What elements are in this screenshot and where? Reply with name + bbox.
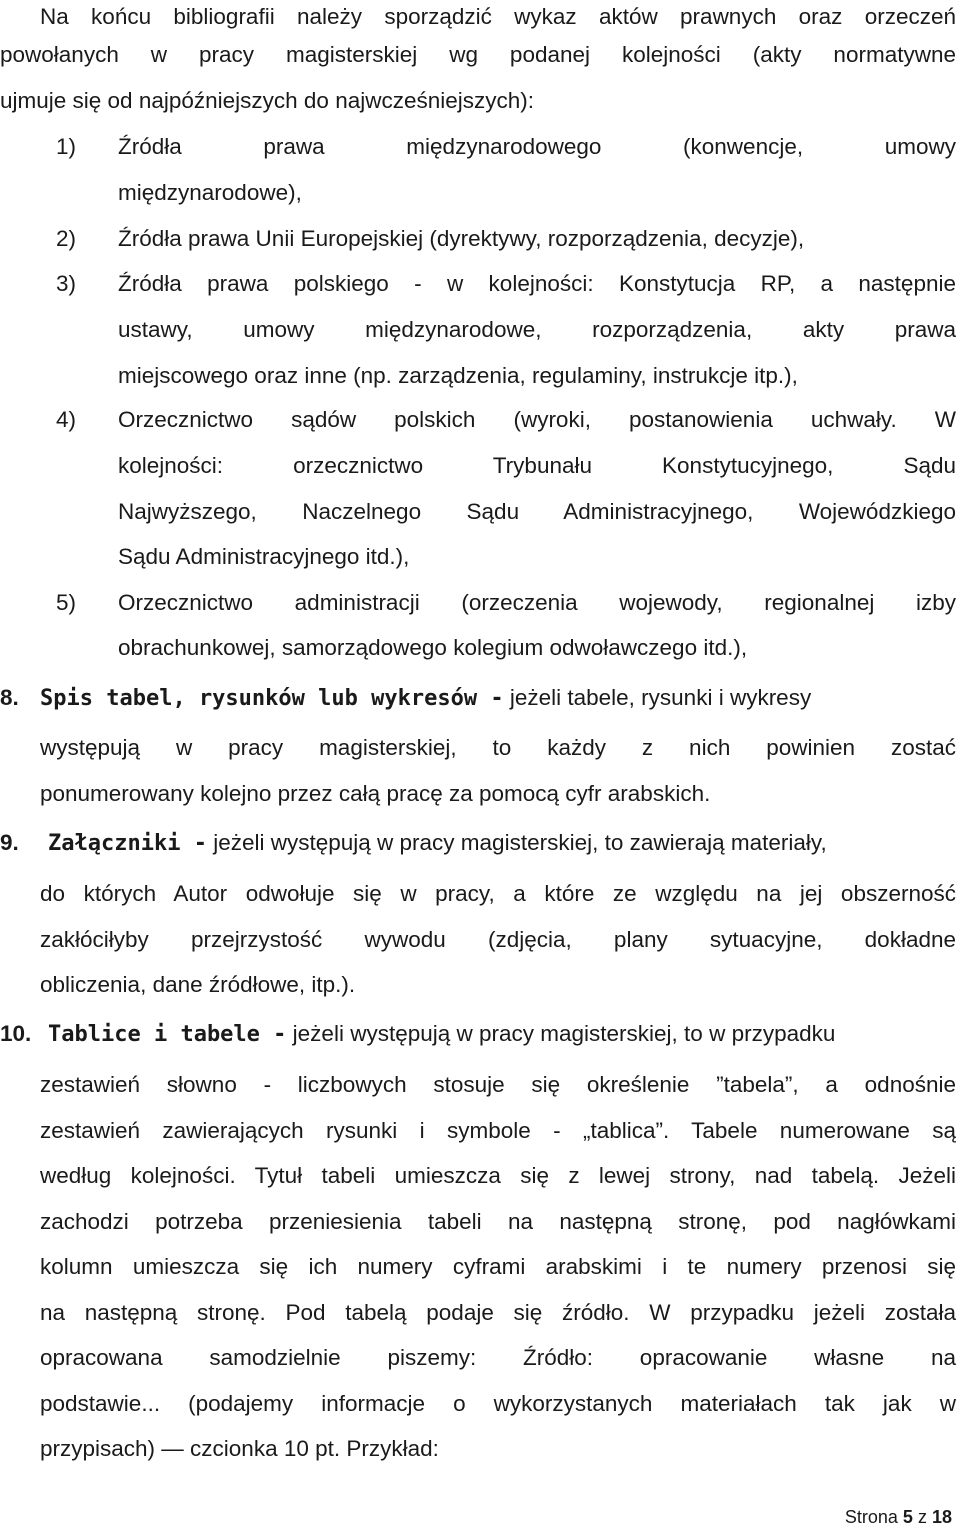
section-9-title: Załączniki -: [48, 831, 207, 856]
section-9-number: 9.: [0, 830, 19, 855]
section-10-line-7: opracowana samodzielnie piszemy: Źródło: opracowanie własne na: [40, 1345, 956, 1370]
section-8-line-1: występują w pracy magisterskiej, to każdy z nich powinien zostać: [40, 735, 956, 760]
footer-page-number: 5: [902, 1507, 913, 1527]
list-item-3-line-1: Źródła prawa polskiego - w kolejności: Konstytucja RP, a następnie: [118, 271, 956, 296]
list-item-4-line-2: kolejności: orzecznictwo Trybunału Konstytucyjnego, Sądu: [118, 453, 956, 478]
section-9-first-text: jeżeli występują w pracy magisterskiej, to zawierają materiały,: [206, 830, 827, 855]
section-10-line-2: zestawień zawierających rysunki i symbole - „tablica”. Tabele numerowane są: [40, 1118, 956, 1143]
intro-line-2: powołanych w pracy magisterskiej wg podanej kolejności (akty normatywne: [0, 42, 956, 67]
section-10-line-3: według kolejności. Tytuł tabeli umieszcza się z lewej strony, nad tabelą. Jeżeli: [40, 1163, 956, 1188]
section-10-title: Tablice i tabele -: [48, 1022, 287, 1047]
list-item-2-number: 2): [56, 226, 77, 251]
section-8-title: Spis tabel, rysunków lub wykresów -: [40, 686, 504, 711]
list-item-3-number: 3): [56, 271, 77, 296]
list-item-5-line-1: Orzecznictwo administracji (orzeczenia wojewody, regionalnej izby: [118, 590, 956, 615]
section-10-line-9: przypisach) — czcionka 10 pt. Przykład:: [40, 1436, 439, 1461]
section-10-line-1: zestawień słowno - liczbowych stosuje się określenie ”tabela”, a odnośnie: [40, 1072, 956, 1097]
section-10-line-6: na następną stronę. Pod tabelą podaje się źródło. W przypadku jeżeli została: [40, 1300, 956, 1325]
section-10-heading-line: [48, 1019, 956, 1049]
section-8-number: 8.: [0, 685, 19, 710]
list-item-1-line-1: Źródła prawa międzynarodowego (konwencje, umowy: [118, 134, 956, 159]
intro-line-3: ujmuje się od najpóźniejszych do najwcześniejszych):: [0, 88, 535, 113]
page-footer: [845, 1505, 952, 1529]
list-item-4-line-3: Najwyższego, Naczelnego Sądu Administracyjnego, Wojewódzkiego: [118, 499, 956, 524]
list-item-1-line-2: międzynarodowe),: [118, 180, 302, 205]
footer-of: z: [917, 1507, 927, 1527]
section-9-line-1: do których Autor odwołuje się w pracy, a które ze względu na jej obszerność: [40, 881, 956, 906]
section-10-line-5: kolumn umieszcza się ich numery cyframi arabskimi i te numery przenosi się: [40, 1254, 956, 1279]
footer-label: Strona: [844, 1507, 898, 1527]
section-9-heading-line: [48, 828, 956, 858]
section-9-line-3: obliczenia, dane źródłowe, itp.).: [40, 972, 356, 997]
list-item-3-line-3: miejscowego oraz inne (np. zarządzenia, regulaminy, instrukcje itp.),: [118, 363, 798, 388]
section-10-number: 10.: [0, 1021, 32, 1046]
list-item-5-number: 5): [56, 590, 77, 615]
section-8-heading-line: [40, 683, 956, 713]
section-10-line-8: podstawie... (podajemy informacje o wykorzystanych materiałach tak jak w: [40, 1391, 956, 1416]
list-item-1-number: 1): [56, 134, 77, 159]
footer-total-pages: 18: [931, 1507, 952, 1527]
list-item-4-number: 4): [56, 407, 77, 432]
list-item-4-line-1: Orzecznictwo sądów polskich (wyroki, postanowienia uchwały. W: [118, 407, 956, 432]
section-8-line-2: ponumerowany kolejno przez całą pracę za pomocą cyfr arabskich.: [40, 781, 711, 806]
section-8-first-text: jeżeli tabele, rysunki i wykresy: [503, 685, 812, 710]
intro-line-1: Na końcu bibliografii należy sporządzić wykaz aktów prawnych oraz orzeczeń: [40, 4, 956, 29]
list-item-4-line-4: Sądu Administracyjnego itd.),: [118, 544, 410, 569]
list-item-3-line-2: ustawy, umowy międzynarodowe, rozporządzenia, akty prawa: [118, 317, 956, 342]
section-10-first-text: jeżeli występują w pracy magisterskiej, to w przypadku: [286, 1021, 836, 1046]
section-9-line-2: zakłóciłyby przejrzystość wywodu (zdjęcia, plany sytuacyjne, dokładne: [40, 927, 956, 952]
list-item-2-line-1: Źródła prawa Unii Europejskiej (dyrektywy, rozporządzenia, decyzje),: [118, 226, 805, 251]
section-10-line-4: zachodzi potrzeba przeniesienia tabeli na następną stronę, pod nagłówkami: [40, 1209, 956, 1234]
list-item-5-line-2: obrachunkowej, samorządowego kolegium odwoławczego itd.),: [118, 635, 748, 660]
